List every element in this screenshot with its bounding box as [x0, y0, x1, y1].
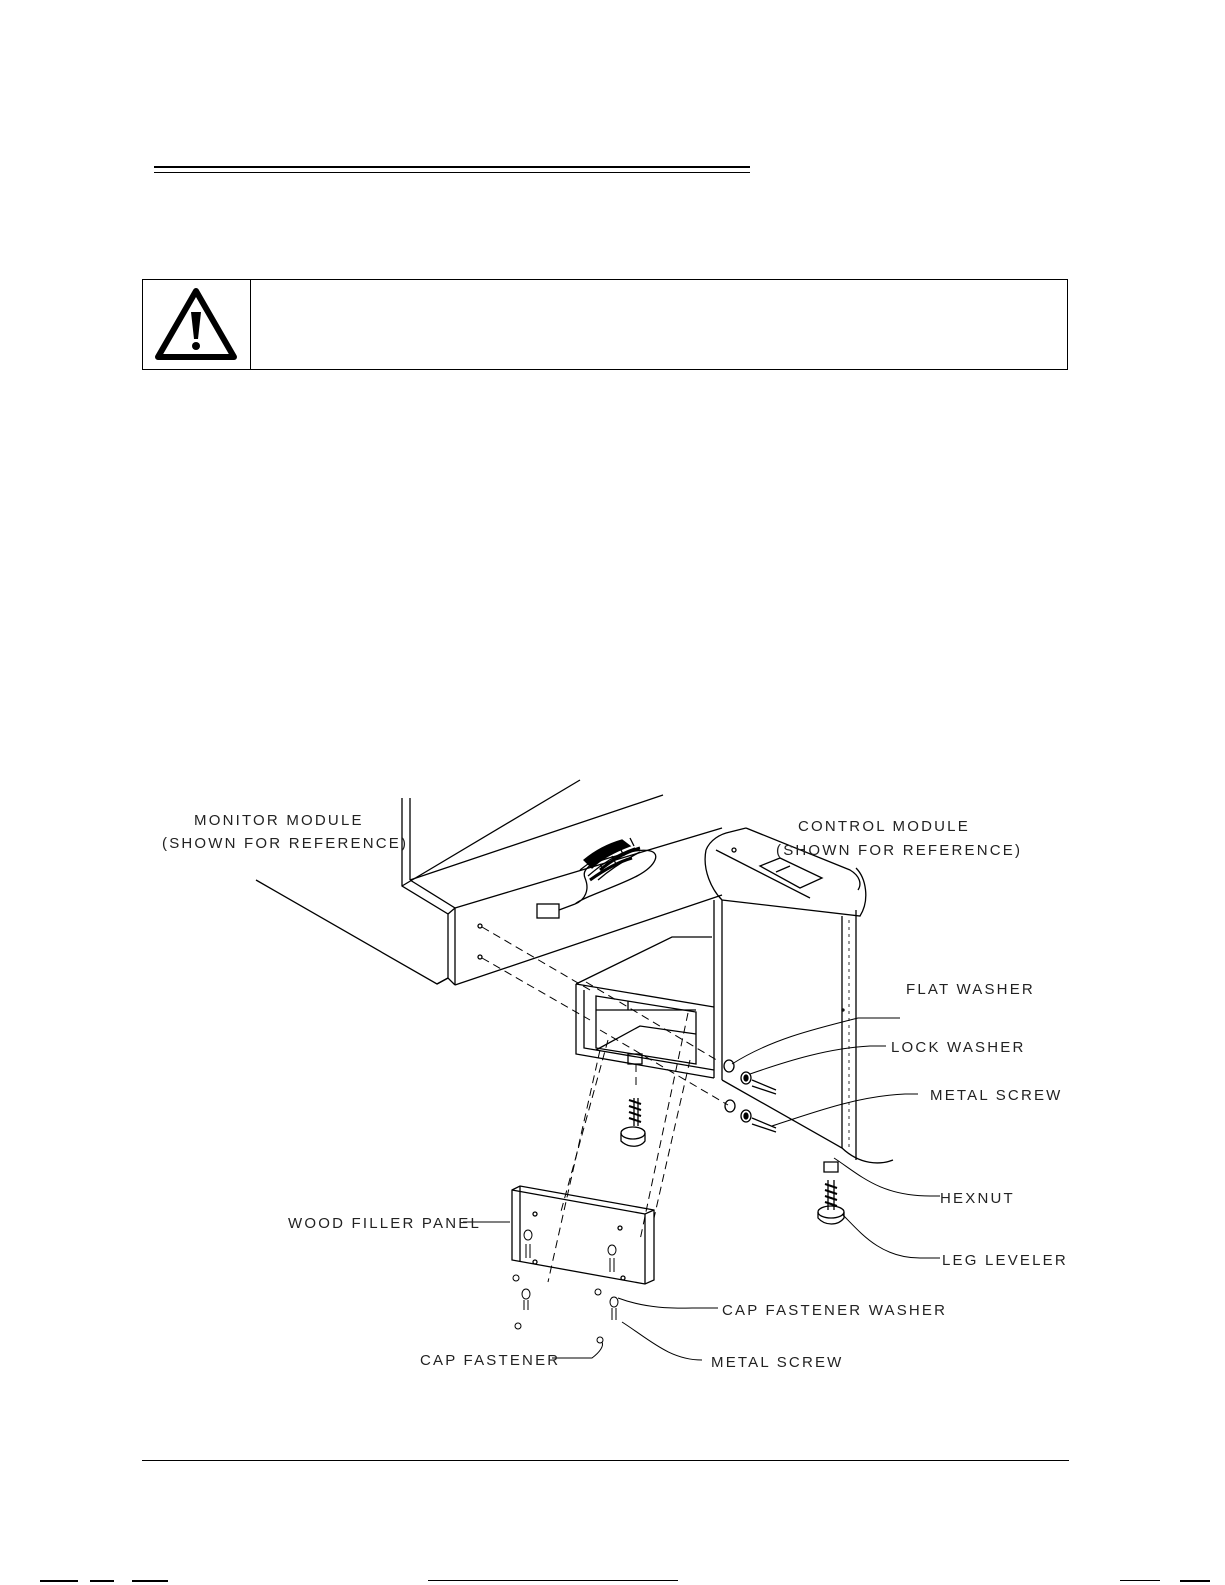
label-lock-washer: LOCK WASHER	[891, 1039, 1026, 1056]
footer-rule	[142, 1460, 1069, 1461]
label-monitor-module-note: (SHOWN FOR REFERENCE)	[162, 835, 409, 852]
label-monitor-module: MONITOR MODULE	[194, 812, 364, 829]
label-wood-filler-panel: WOOD FILLER PANEL	[288, 1215, 481, 1232]
monitor-module-drawing	[256, 780, 722, 985]
lower-fasteners	[513, 1230, 618, 1343]
label-hexnut: HEXNUT	[940, 1190, 1015, 1207]
wood-filler-panel-drawing	[512, 1186, 654, 1284]
leg-leveler-center	[621, 1054, 645, 1146]
label-metal-screw-upper: METAL SCREW	[930, 1087, 1063, 1104]
control-module-drawing	[705, 828, 893, 1163]
label-metal-screw-lower: METAL SCREW	[711, 1354, 844, 1371]
label-cap-fastener: CAP FASTENER	[420, 1352, 561, 1369]
label-control-module-note: (SHOWN FOR REFERENCE)	[776, 842, 1023, 859]
scan-artifact	[132, 1580, 168, 1582]
scan-artifact	[1180, 1580, 1210, 1582]
scan-artifact	[90, 1580, 114, 1582]
scan-artifact	[428, 1580, 678, 1581]
label-leg-leveler: LEG LEVELER	[942, 1252, 1068, 1269]
label-flat-washer: FLAT WASHER	[906, 981, 1035, 998]
scan-artifact	[1120, 1580, 1160, 1581]
label-control-module: CONTROL MODULE	[798, 818, 970, 835]
scan-artifact	[40, 1580, 78, 1582]
label-cap-fastener-washer: CAP FASTENER WASHER	[722, 1302, 948, 1319]
